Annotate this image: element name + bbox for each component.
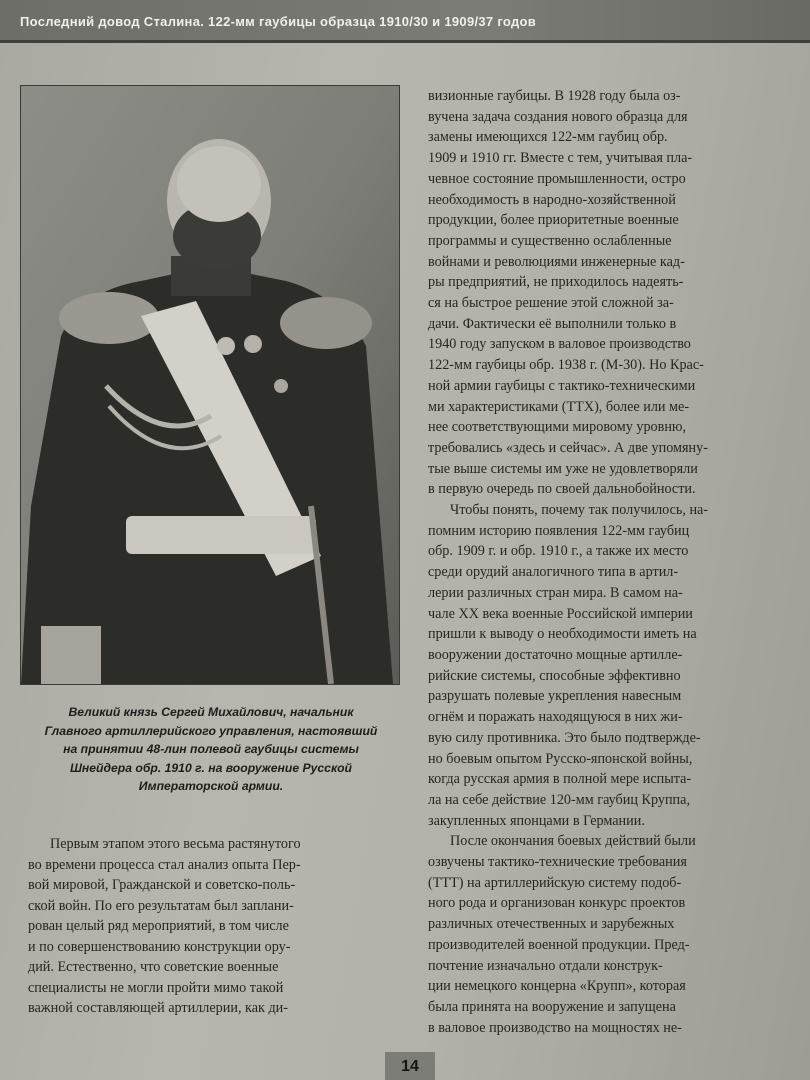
text-line: озвучены тактико-технические требования bbox=[428, 854, 687, 871]
text-line: среди орудий аналогичного типа в артил- bbox=[428, 564, 679, 581]
text-line: ми характеристиками (ТТХ), более или ме- bbox=[428, 398, 690, 415]
text-line: продукции, более приоритетные военные bbox=[428, 212, 679, 229]
text-line: вооружении достаточно мощные артилле- bbox=[428, 646, 683, 663]
text-line: и по совершенствованию конструкции ору- bbox=[28, 938, 291, 955]
text-line: дий. Естественно, что советские военные bbox=[28, 959, 279, 975]
caption-line: Шнейдера обр. 1910 г. на вооружение Русской bbox=[69, 760, 353, 775]
text-line: войнами и революциями инженерные кад- bbox=[428, 253, 685, 270]
text-line: ного рода и организован конкурс проектов bbox=[428, 895, 686, 912]
text-line: ции немецкого концерна «Крупп», которая bbox=[428, 978, 686, 995]
text-line: важной составляющей артиллерии, как ди- bbox=[28, 1000, 289, 1016]
page-number: 14 bbox=[385, 1052, 435, 1080]
text-line: программы и существенно ослабленные bbox=[428, 232, 672, 249]
text-line: чале XX века военные Российской империи bbox=[428, 605, 693, 622]
text-line: вой мировой, Гражданской и советско-поль- bbox=[28, 877, 296, 893]
text-line: После окончания боевых действий были bbox=[450, 833, 696, 850]
text-line: ной армии гаубицы с тактико-техническими bbox=[428, 377, 696, 394]
running-header-title: Последний довод Сталина. 122-мм гаубицы образца 1910/30 и 1909/37 годов bbox=[20, 14, 537, 29]
right-text-column bbox=[428, 86, 798, 1038]
text-line: огнём и поражать находящуюся в них жи- bbox=[428, 709, 683, 726]
text-line: закупленных японцами в Германии. bbox=[428, 812, 645, 829]
text-line: ры предприятий, не приходилось надеять- bbox=[428, 274, 684, 291]
text-line: рован целый ряд мероприятий, в том числе bbox=[28, 918, 289, 934]
text-line: замены имеющихся 122-мм гаубиц обр. bbox=[428, 129, 668, 146]
text-line: разрушать полевые укрепления навесным bbox=[428, 688, 682, 705]
text-line: в первую очередь по своей дальнобойности. bbox=[428, 481, 696, 498]
text-line: Чтобы понять, почему так получилось, на- bbox=[450, 502, 709, 519]
portrait-photo bbox=[20, 85, 400, 685]
caption-line: Императорской армии. bbox=[138, 779, 284, 794]
text-line: 122-мм гаубицы обр. 1938 г. (М-30). Но Крас- bbox=[428, 357, 704, 374]
text-line: во времени процесса стал анализ опыта Пер- bbox=[28, 856, 301, 873]
text-line: в валовое производство на мощностях не- bbox=[428, 1019, 682, 1036]
text-line: специалисты не могли пройти мимо такой bbox=[28, 979, 284, 996]
text-line: рийские системы, способные эффективно bbox=[428, 667, 681, 684]
text-line: необходимость в народно-хозяйственной bbox=[428, 191, 676, 208]
text-line: чевное состояние промышленности, остро bbox=[428, 170, 686, 187]
text-line: почтение изначально отдали конструк- bbox=[428, 957, 663, 974]
text-line: вую силу противника. Это было подтвержде- bbox=[428, 729, 701, 746]
text-line: 1909 и 1910 гг. Вместе с тем, учитывая пла- bbox=[428, 150, 693, 167]
text-line: производителей военной продукции. Пред- bbox=[428, 936, 690, 953]
text-line: вучена задача создания нового образца для bbox=[428, 108, 688, 125]
text-line: ской войн. По его результатам был заплани- bbox=[28, 897, 294, 914]
text-line: когда русская армия в полной мере испыта- bbox=[428, 771, 692, 788]
text-line: визионные гаубицы. В 1928 году была оз- bbox=[428, 88, 681, 104]
text-line: помним историю появления 122-мм гаубиц bbox=[428, 522, 690, 539]
text-line: нее соответствующими мировому уровню, bbox=[428, 419, 687, 436]
text-line: обр. 1909 г. и обр. 1910 г., а также их место bbox=[428, 543, 689, 560]
caption-line: на принятии 48-лин полевой гаубицы системы bbox=[63, 742, 359, 757]
text-line: (ТТТ) на артиллерийскую систему подоб- bbox=[428, 874, 682, 891]
text-line: ла на себе действие 120-мм гаубиц Круппа, bbox=[428, 791, 690, 808]
caption-line: Главного артиллерийского управления, настоявший bbox=[44, 723, 378, 738]
running-header bbox=[0, 0, 810, 43]
text-line: была принята на вооружение и запущена bbox=[428, 998, 676, 1015]
text-line: но боевым опытом Русско-японской войны, bbox=[428, 750, 693, 767]
text-line: различных отечественных и зарубежных bbox=[428, 916, 675, 933]
text-line: пришли к выводу о необходимости иметь на bbox=[428, 626, 697, 643]
photo-caption bbox=[18, 703, 404, 796]
text-line: лерии различных стран мира. В самом на- bbox=[428, 584, 683, 601]
text-line: Первым этапом этого весьма растянутого bbox=[50, 836, 301, 852]
text-line: дачи. Фактически её выполнили только в bbox=[428, 315, 677, 332]
left-text-column bbox=[28, 834, 398, 1019]
text-line: тые выше системы им уже не удовлетворяли bbox=[428, 460, 698, 477]
text-line: 1940 году запуском в валовое производство bbox=[428, 336, 691, 353]
caption-line: Великий князь Сергей Михайлович, начальник bbox=[68, 705, 354, 719]
text-line: ся на быстрое решение этой сложной за- bbox=[428, 295, 674, 312]
text-line: требовались «здесь и сейчас». А две упомяну- bbox=[428, 439, 708, 456]
